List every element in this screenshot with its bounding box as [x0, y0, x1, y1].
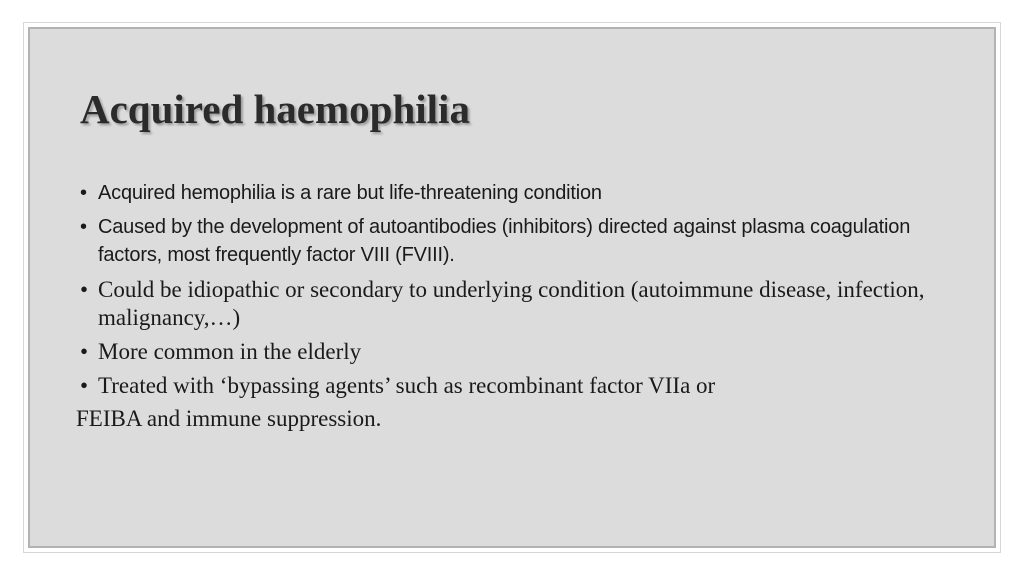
bullet-dot: •	[80, 216, 87, 238]
bullet-item	[80, 338, 940, 366]
bullet-text: More common in the elderly	[98, 339, 362, 364]
bullet-dot: •	[80, 339, 89, 364]
bullet-text: Treated with ‘bypassing agents’ such as recombinant factor VIIa or	[98, 373, 716, 398]
bullet-dot: •	[80, 373, 89, 398]
bullet-item	[80, 276, 940, 332]
bullet-dot: •	[80, 182, 87, 204]
bullet-dot: •	[80, 277, 89, 302]
bullet-item	[80, 213, 940, 269]
bullet-item	[80, 372, 940, 400]
bullet-text: Caused by the development of autoantibodies (inhibitors) directed against plasma coagulation factors, most frequently factor VIII (FVIII).	[98, 216, 911, 266]
slide-content-area	[28, 27, 996, 548]
bullet-list	[76, 179, 940, 433]
slide-frame	[23, 22, 1001, 553]
continuation-line: FEIBA and immune suppression.	[76, 406, 382, 431]
bullet-item	[80, 179, 940, 207]
bullet-text: Could be idiopathic or secondary to underlying condition (autoimmune disease, infection, malignancy,…)	[98, 277, 925, 330]
slide-title: Acquired haemophilia	[80, 86, 470, 132]
bullet-text: Acquired hemophilia is a rare but life-threatening condition	[98, 182, 602, 204]
